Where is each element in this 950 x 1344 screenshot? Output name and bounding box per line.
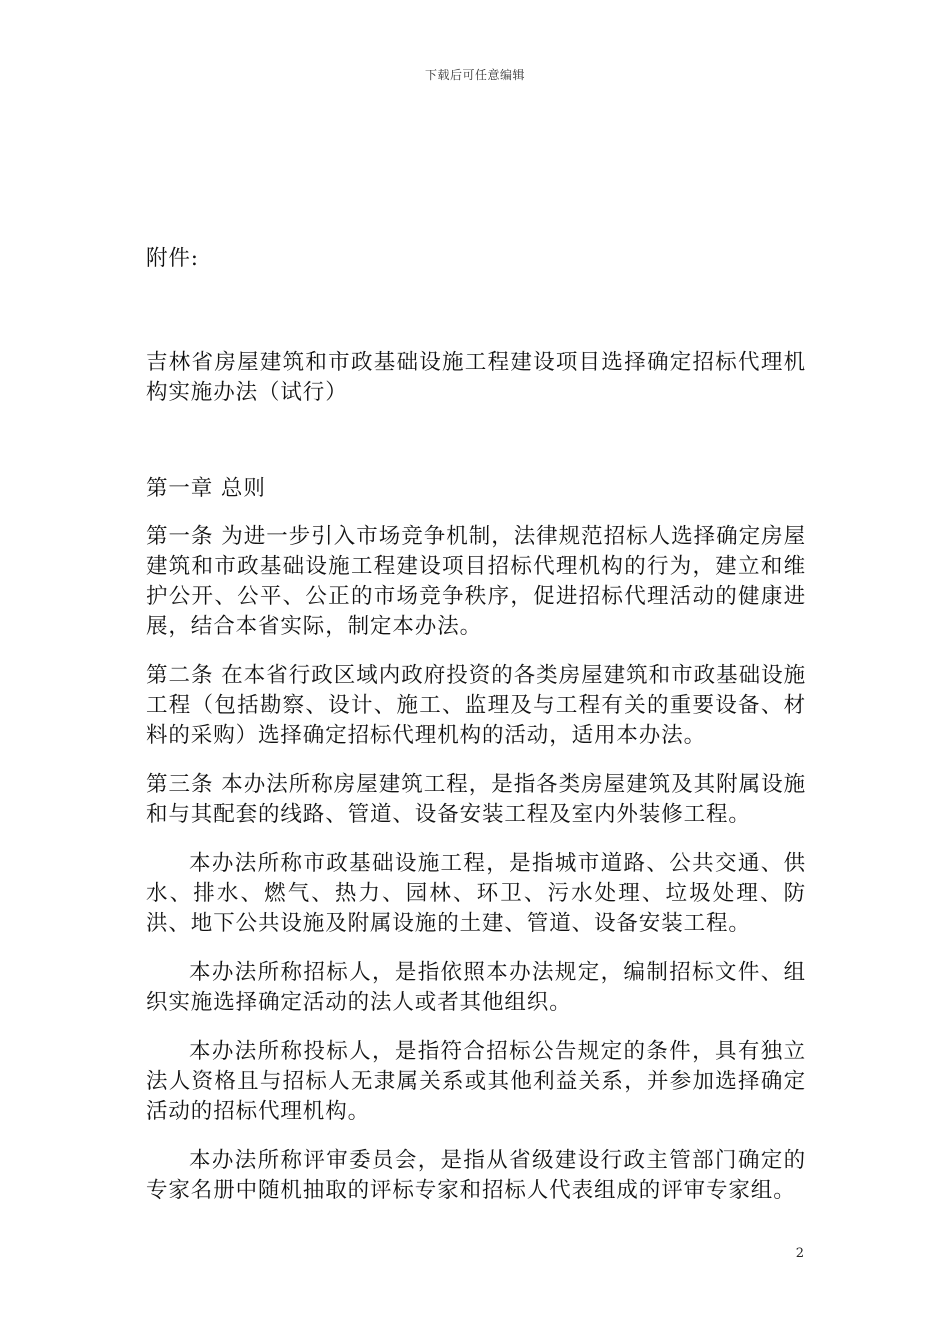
article-2: 第二条 在本省行政区域内政府投资的各类房屋建筑和市政基础设施工程（包括勘察、设计、施工、监理及与工程有关的重要设备、材料的采购）选择确定招标代理机构的活动，适用本办法。	[146, 663, 806, 748]
document-title: 吉林省房屋建筑和市政基础设施工程建设项目选择确定招标代理机构实施办法（试行）	[146, 350, 806, 405]
definition-review-committee: 本办法所称评审委员会，是指从省级建设行政主管部门确定的专家名册中随机抽取的评标专家和招标人代表组成的评审专家组。	[146, 1148, 806, 1203]
definition-bidder: 本办法所称投标人，是指符合招标公告规定的条件，具有独立法人资格且与招标人无隶属关系或其他利益关系，并参加选择确定活动的招标代理机构。	[146, 1039, 806, 1124]
document-body	[146, 244, 806, 1225]
definition-tenderer: 本办法所称招标人，是指依照本办法规定，编制招标文件、组织实施选择确定活动的法人或者其他组织。	[146, 960, 806, 1015]
article-3: 第三条 本办法所称房屋建筑工程，是指各类房屋建筑及其附属设施和与其配套的线路、管道、设备安装工程及室内外装修工程。	[146, 772, 806, 827]
attachment-label: 附件:	[146, 246, 199, 271]
chapter-heading: 第一章 总则	[146, 476, 266, 501]
definition-municipal-infrastructure: 本办法所称市政基础设施工程，是指城市道路、公共交通、供水、排水、燃气、热力、园林、环卫、污水处理、垃圾处理、防洪、地下公共设施及附属设施的土建、管道、设备安装工程。	[146, 851, 806, 936]
header-note: 下载后可任意编辑	[424, 68, 525, 82]
page-number: 2	[795, 1246, 804, 1261]
article-1: 第一条 为进一步引入市场竞争机制，法律规范招标人选择确定房屋建筑和市政基础设施工程建设项目招标代理机构的行为，建立和维护公开、公平、公正的市场竞争秩序，促进招标代理活动的健康进展，结合本省实际，制定本办法。	[146, 524, 806, 639]
